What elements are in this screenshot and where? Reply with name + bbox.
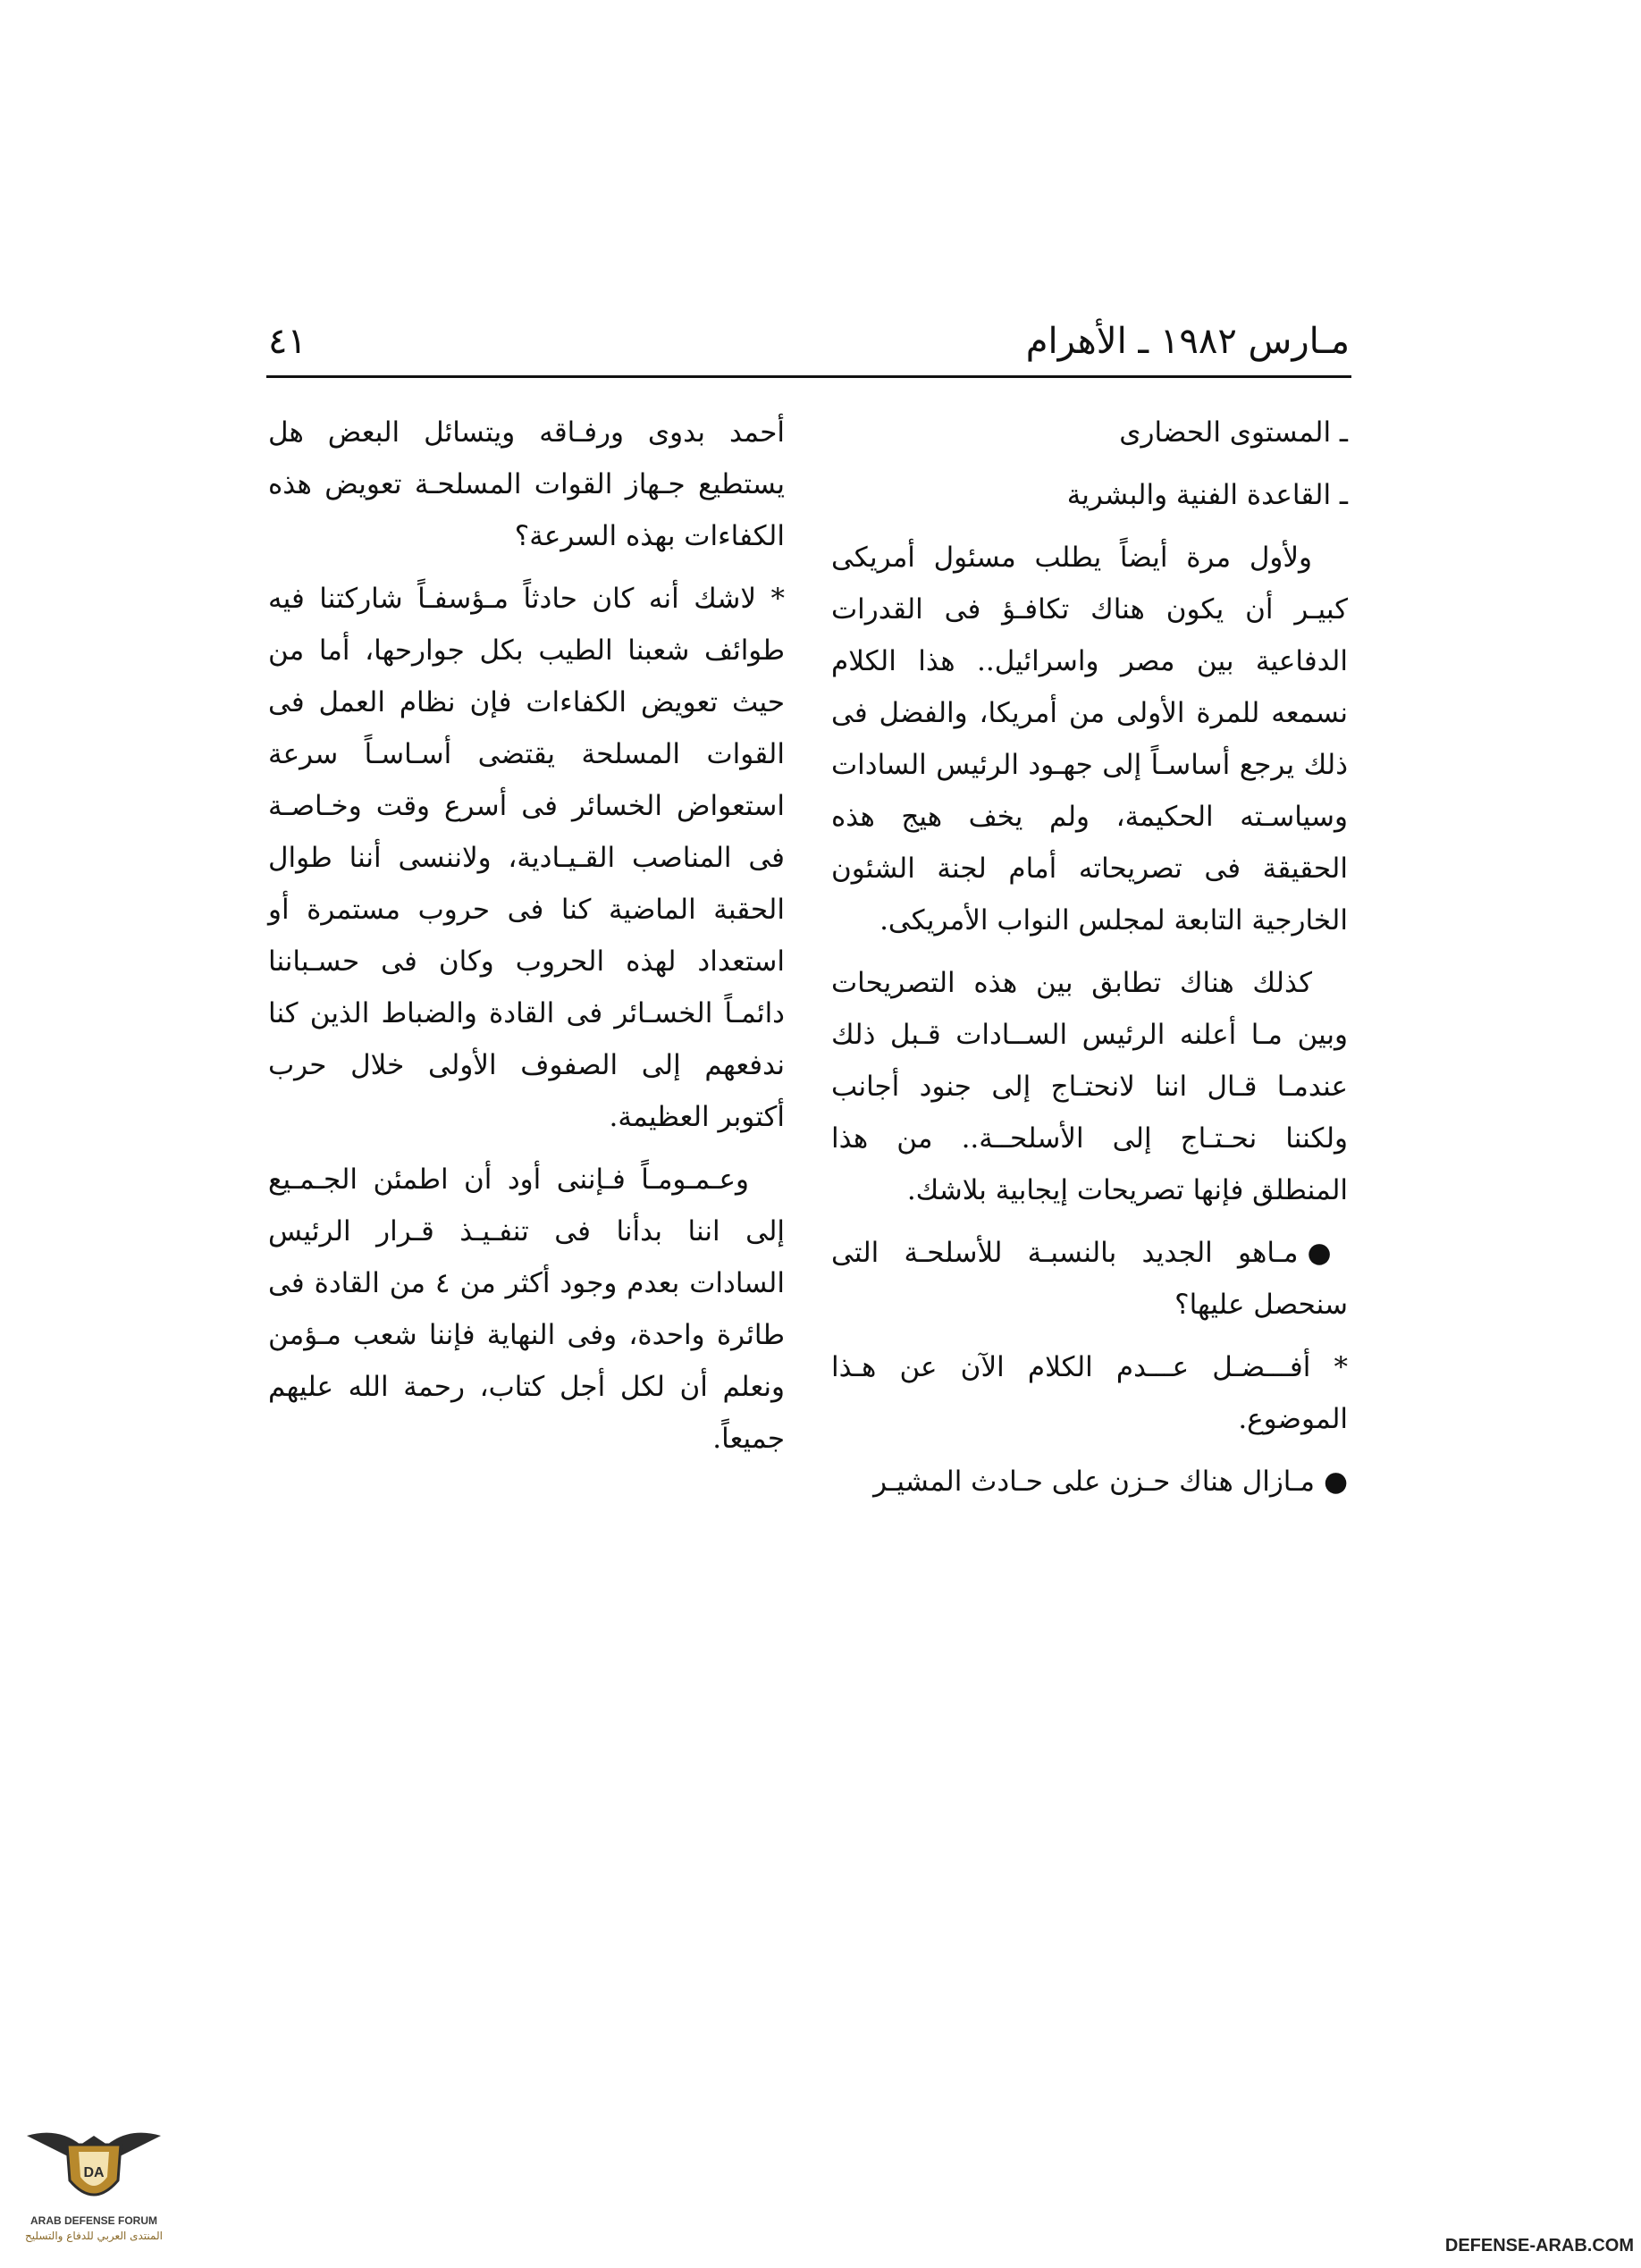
question-continued: أحمد بدوى ورفـاقه ويتسائل البعض هل يستطيع جـهاز القوات المسلحـة تعويض هذه الكفاءات بهذه السرعة؟ — [268, 416, 785, 552]
page-number: ٤١ — [268, 321, 307, 362]
answer: * أفـــضـل عـــدم الكلام الآن عن هـذا الموضوع. — [831, 1351, 1348, 1435]
right-column — [831, 407, 1348, 1518]
paragraph: ولأول مرة أيضاً يطلب مسئول أمريكى كبيـر أن يكون هناك تكافـؤ فى القدرات الدفاعية بين مصر واسرائيل.. هذا الكلام نسمعه للمرة الأولى من أمريكا، والفضل فى ذلك يرجع أساسـاً إلى جهـود الرئيس السادات وسياسـته الحكيمة، ولم يخف هيج هذه الحقيقة فى تصريحاته أمام لجنة الشئون الخارجية التابعة لمجلس النواب الأمريكى. — [831, 542, 1348, 937]
bullet-icon: ● — [1323, 1466, 1348, 1498]
question-text: مـازال هناك حـزن على حـادث المشيـر — [873, 1466, 1315, 1498]
list-item: ـ القاعدة الفنية والبشرية — [1066, 479, 1348, 511]
answer: * لاشك أنه كان حادثاً مـؤسفـاً شاركتنا فيه طوائف شعبنا الطيب بكل جوارحها، أما من حيث تعويض الكفاءات فإن نظام العمل فى القوات المسلحة يقتضى أسـاسـاً سرعة استعواض الخسائر فى أسرع وقت وخـاصـة فى المناصب القـيـادية، ولاننسى أننا طوال الحقبة الماضية كنا فى حروب مستمرة أو استعداد لهذه الحروب وكان فى حسـباننا دائمـاً الخسـائر فى القادة والضباط الذين كنا ندفعهم إلى الصفوف الأولى خلال حرب أكتوبر العظيمة. — [268, 583, 785, 1133]
question — [831, 1227, 1348, 1331]
svg-text:DA: DA — [83, 2165, 105, 2180]
eagle-shield-icon — [18, 2109, 170, 2216]
list-item: ـ المستوى الحضارى — [1119, 416, 1348, 449]
site-watermark: DEFENSE-ARAB.COM — [1444, 2236, 1634, 2255]
forum-logo — [18, 2109, 170, 2261]
left-column — [268, 407, 785, 1475]
logo-title-en: ARAB DEFENSE FORUM — [29, 2214, 157, 2227]
header-rule — [266, 375, 1351, 378]
question — [831, 1456, 1348, 1508]
question-text: مـاهو الجديد بالنسبـة للأسلحـة التى سنحصل عليها؟ — [831, 1237, 1348, 1321]
paragraph: كذلك هناك تطابق بين هذه التصريحات وبين مـا أعلنه الرئيس الســادات قـبل ذلك عندمـا قـال اننا لانحتـاج إلى جنود أجانب ولكننا نحـتـاج إلى الأسلحــة.. من هذا المنطلق فإنها تصريحات إيجابية بلاشك. — [831, 967, 1348, 1206]
logo-title-ar: المنتدى العربي للدفاع والتسليح — [25, 2230, 163, 2242]
paragraph: وعـمـومـاً فـإننى أود أن اطمئن الجـمـيع إلى اننا بدأنا فى تنفـيـذ قـرار الرئيس السادات بعدم وجود أكثر من ٤ من القادة فى طائرة واحدة، وفى النهاية فإننا شعب مـؤمن ونعلم أن لكل أجل كتاب، رحمة الله عليهم جميعاً. — [268, 1163, 785, 1455]
bullet-icon: ● — [1307, 1237, 1348, 1269]
page-header — [268, 299, 1350, 362]
header-title: مـارس ١٩٨٢ ـ الأهرام — [1025, 321, 1350, 362]
